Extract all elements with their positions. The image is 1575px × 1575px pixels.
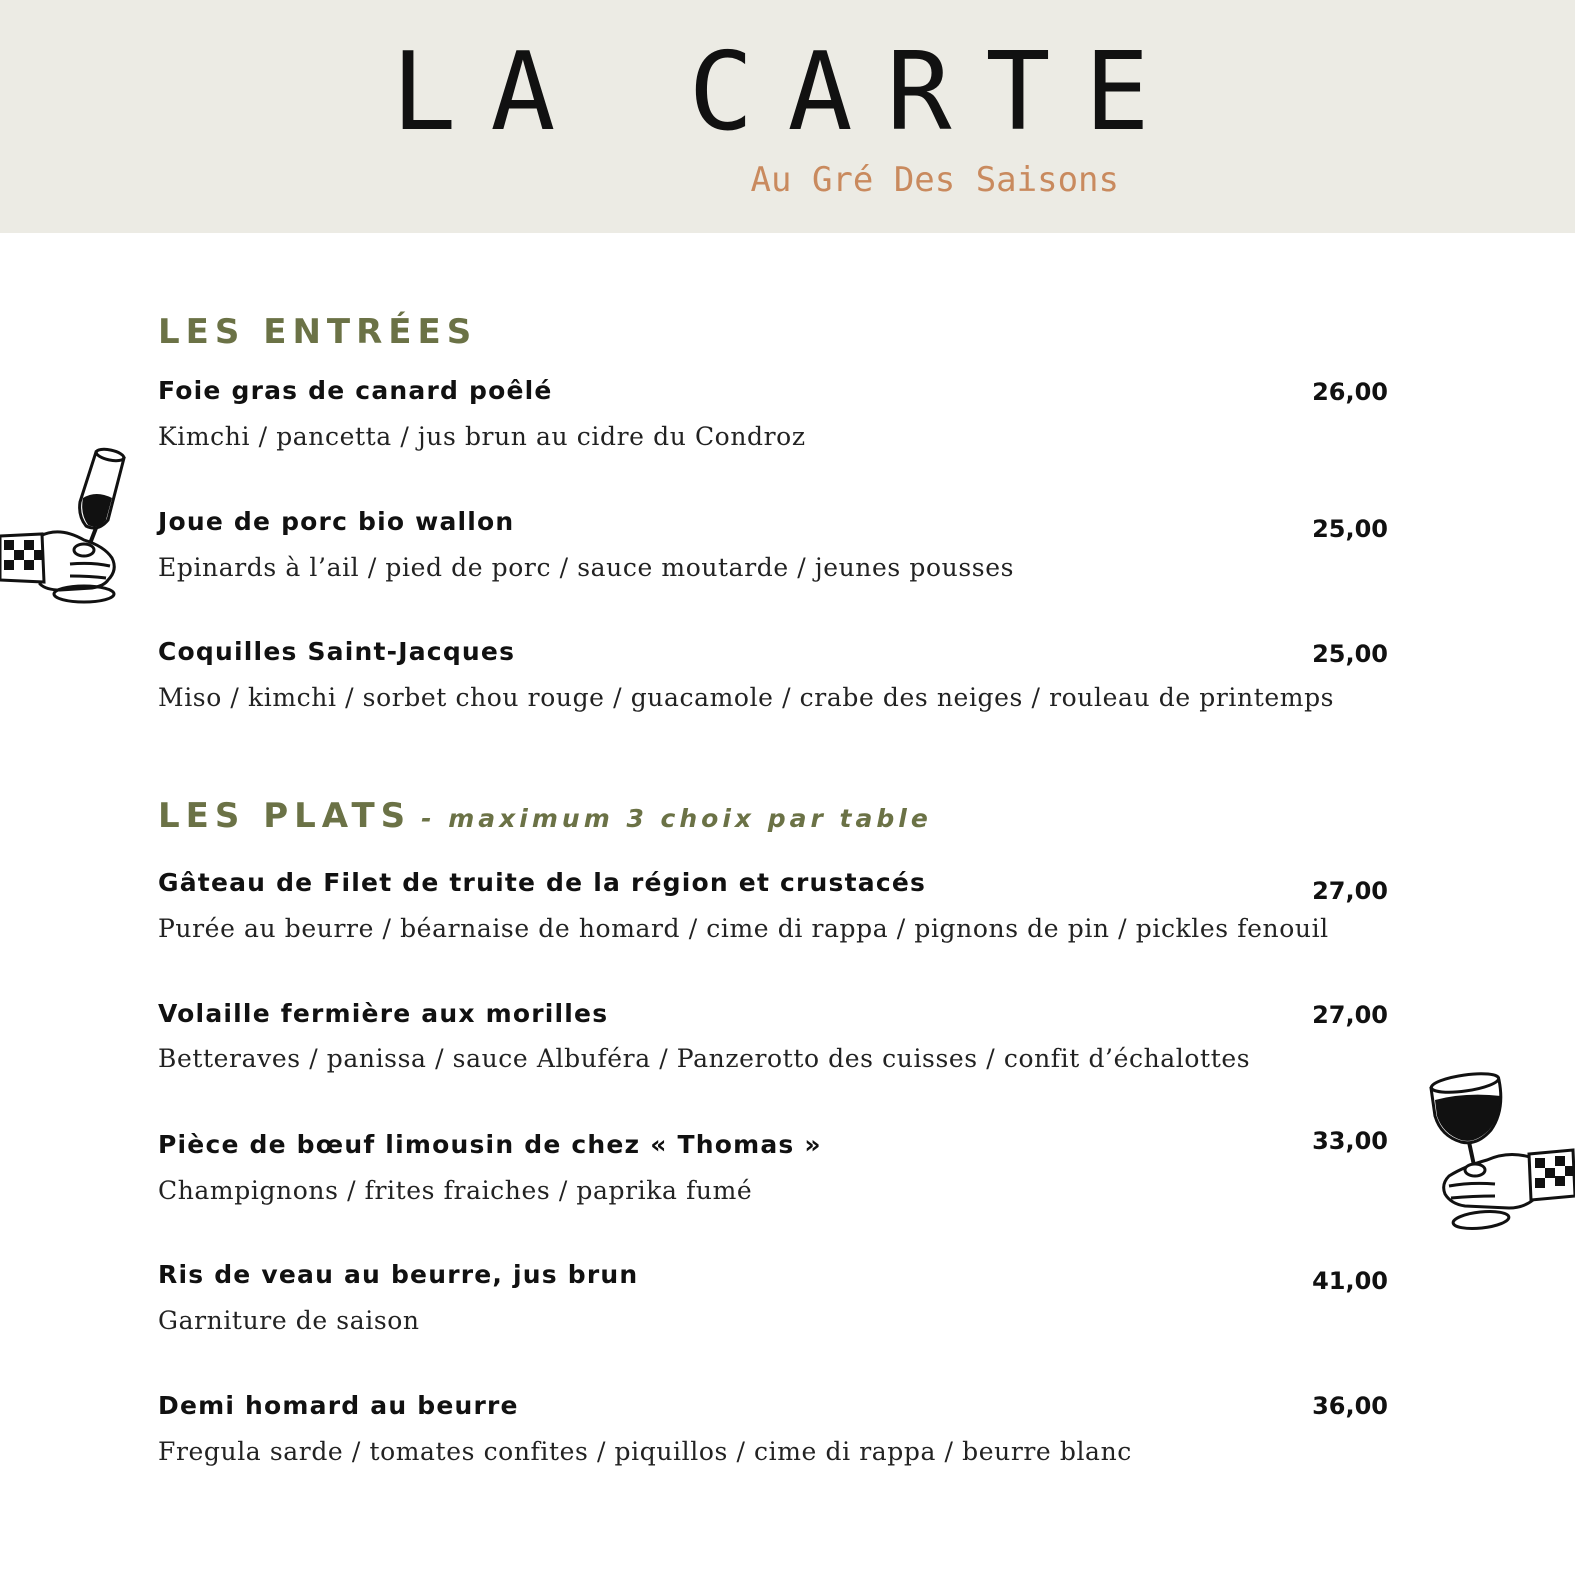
dish-name: Ris de veau au beurre, jus brun (158, 1260, 639, 1289)
dish-name: Demi homard au beurre (158, 1391, 519, 1420)
page-title: LA CARTE (391, 30, 1184, 155)
section-title-plats (158, 794, 932, 841)
section-title-entrees (158, 310, 477, 354)
dish-name: Foie gras de canard poêlé (158, 376, 553, 405)
dish-name: Coquilles Saint-Jacques (158, 637, 516, 666)
dish-description: Miso / kimchi / sorbet chou rouge / guacamole / crabe des neiges / rouleau de printemps (158, 683, 1335, 712)
dish-price: 27,00 (1312, 877, 1388, 905)
dish-name: Pièce de bœuf limousin de chez « Thomas » (158, 1130, 822, 1159)
dish-price: 26,00 (1312, 378, 1388, 406)
dish-price: 33,00 (1312, 1127, 1388, 1155)
dish-description: Epinards à l’ail / pied de porc / sauce moutarde / jeunes pousses (158, 553, 1015, 582)
dish-description: Purée au beurre / béarnaise de homard / cime di rappa / pignons de pin / pickles fenouil (158, 914, 1329, 943)
dish-description: Champignons / frites fraiches / paprika fumé (158, 1176, 753, 1205)
hand-holding-wine-glass-illustration (1425, 1070, 1575, 1240)
dish-price: 27,00 (1312, 1001, 1388, 1029)
dish-price: 36,00 (1312, 1392, 1388, 1420)
dish-description: Fregula sarde / tomates confites / piquillos / cime di rappa / beurre blanc (158, 1437, 1132, 1466)
dish-price: 41,00 (1312, 1267, 1388, 1295)
dish-name: Volaille fermière aux morilles (158, 999, 609, 1028)
hand-holding-champagne-glass-illustration (0, 446, 130, 606)
dish-description: Betteraves / panissa / sauce Albuféra / Panzerotto des cuisses / confit d’échalottes (158, 1044, 1251, 1073)
dish-price: 25,00 (1312, 515, 1388, 543)
dish-price: 25,00 (1312, 640, 1388, 668)
header-band (0, 0, 1575, 233)
section-title-plats-label: LES PLATS (158, 796, 412, 836)
dish-name: Joue de porc bio wallon (158, 507, 515, 536)
dish-description: Garniture de saison (158, 1306, 420, 1335)
page-subtitle: Au Gré Des Saisons (750, 160, 1119, 200)
dish-description: Kimchi / pancetta / jus brun au cidre du Condroz (158, 422, 806, 451)
dish-name: Gâteau de Filet de truite de la région et crustacés (158, 868, 927, 897)
section-title-plats-note: - maximum 3 choix par table (421, 804, 932, 833)
section-title-entrees-label: LES ENTRÉES (158, 312, 478, 352)
